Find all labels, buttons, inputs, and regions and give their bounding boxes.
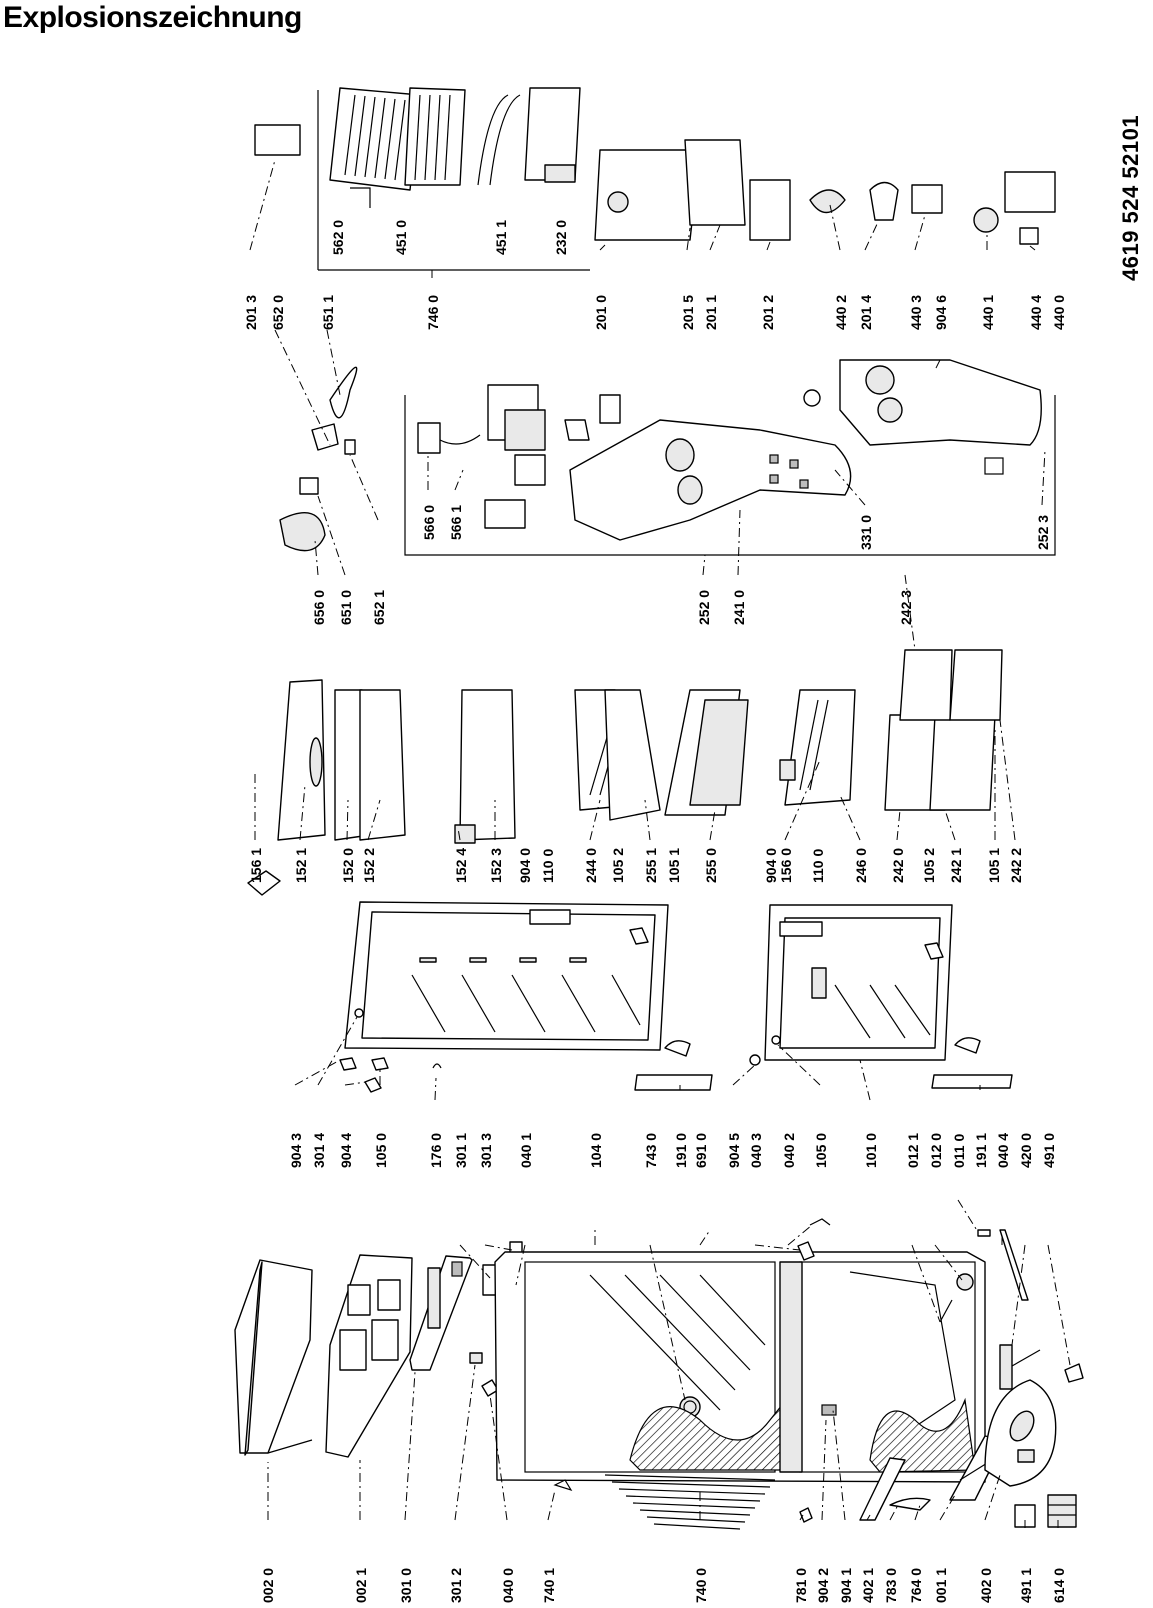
part-label: 191 0 <box>673 1132 689 1168</box>
part-label: 740 1 <box>541 1567 557 1603</box>
part-label: 002 0 <box>260 1567 276 1603</box>
part-label: 420 0 <box>1018 1132 1034 1168</box>
part-label: 301 3 <box>478 1132 494 1168</box>
condenser-740-0 <box>555 1475 775 1529</box>
part-label: 651 0 <box>338 589 354 625</box>
part-label: 246 0 <box>853 847 869 883</box>
top-cover-002-0 <box>235 1260 312 1455</box>
part-label: 040 4 <box>995 1132 1011 1168</box>
part-label: 104 0 <box>588 1132 604 1168</box>
upper-door-104-0 <box>345 902 668 1050</box>
part-label: 904 2 <box>815 1567 831 1603</box>
fan-assembly <box>280 367 357 550</box>
part-label: 201 4 <box>858 294 874 330</box>
part-label: 201 1 <box>703 294 719 330</box>
part-label: 244 0 <box>583 847 599 883</box>
part-label: 156 1 <box>248 847 264 883</box>
part-label: 781 0 <box>793 1567 809 1603</box>
part-label: 152 2 <box>361 847 377 883</box>
part-label: 002 1 <box>353 1567 369 1603</box>
part-label: 012 1 <box>905 1132 921 1168</box>
part-label: 201 3 <box>243 294 259 330</box>
part-label: 152 3 <box>488 847 504 883</box>
part-label: 242 3 <box>898 589 914 625</box>
part-label: 331 0 <box>858 514 874 550</box>
part-label: 904 0 <box>517 847 533 883</box>
main-cabinet <box>495 1252 985 1482</box>
part-label: 201 0 <box>593 294 609 330</box>
part-label: 740 0 <box>693 1567 709 1603</box>
control-housing-group <box>405 360 1055 555</box>
part-label: 491 1 <box>1018 1567 1034 1603</box>
part-label: 301 2 <box>448 1567 464 1603</box>
part-label: 242 0 <box>890 847 906 883</box>
part-label: 743 0 <box>643 1132 659 1168</box>
part-label: 040 0 <box>500 1567 516 1603</box>
part-label: 012 0 <box>928 1132 944 1168</box>
part-label: 176 0 <box>428 1132 444 1168</box>
part-label: 904 5 <box>726 1132 742 1168</box>
part-label: 201 2 <box>760 294 776 330</box>
part-label: 232 0 <box>553 219 569 255</box>
relay-and-starter <box>1015 1495 1076 1527</box>
part-label: 252 3 <box>1035 514 1051 550</box>
document-number: 4619 524 52101 <box>1118 114 1143 281</box>
part-label: 440 0 <box>1051 294 1067 330</box>
part-label: 040 3 <box>748 1132 764 1168</box>
part-label: 440 2 <box>833 294 849 330</box>
part-label: 402 0 <box>978 1567 994 1603</box>
part-label: 904 0 <box>763 847 779 883</box>
part-label: 191 1 <box>973 1132 989 1168</box>
part-label: 152 4 <box>453 847 469 883</box>
part-label: 040 2 <box>781 1132 797 1168</box>
part-label: 904 4 <box>338 1132 354 1168</box>
part-label: 105 1 <box>666 847 682 883</box>
part-label: 255 0 <box>703 847 719 883</box>
page-title: Explosionszeichnung <box>3 1 302 34</box>
part-label: 904 3 <box>288 1132 304 1168</box>
part-label: 252 0 <box>696 589 712 625</box>
control-panel-301-0 <box>410 1256 472 1370</box>
part-label: 301 1 <box>453 1132 469 1168</box>
part-label: 746 0 <box>425 294 441 330</box>
part-illustrations <box>235 88 1083 1529</box>
part-label: 105 2 <box>921 847 937 883</box>
part-label: 101 0 <box>863 1132 879 1168</box>
drawers <box>780 650 1002 810</box>
part-label: 656 0 <box>311 589 327 625</box>
part-label: 301 4 <box>311 1132 327 1168</box>
part-label: 301 0 <box>398 1567 414 1603</box>
part-label: 242 2 <box>1008 847 1024 883</box>
freezer-shelves <box>575 690 748 820</box>
part-label: 783 0 <box>883 1567 899 1603</box>
top-frame-002-1 <box>326 1255 412 1457</box>
part-label: 440 1 <box>980 294 996 330</box>
part-label: 440 4 <box>1028 294 1044 330</box>
evaporator-group <box>318 88 590 270</box>
part-label: 491 0 <box>1041 1132 1057 1168</box>
part-label: 562 0 <box>330 219 346 255</box>
part-label: 011 0 <box>951 1133 967 1168</box>
part-label: 242 1 <box>948 847 964 883</box>
part-label: 105 1 <box>986 847 1002 883</box>
exploded-view-drawing <box>0 40 1153 1608</box>
part-label: 451 0 <box>393 219 409 255</box>
part-label: 040 1 <box>518 1132 534 1168</box>
door-shelves <box>248 680 515 895</box>
part-label: 105 2 <box>610 847 626 883</box>
part-label: 152 0 <box>340 847 356 883</box>
part-label: 001 1 <box>933 1567 949 1603</box>
part-label: 652 1 <box>371 589 387 625</box>
part-label: 110 0 <box>810 848 826 883</box>
part-label: 764 0 <box>908 1567 924 1603</box>
part-label: 904 6 <box>933 294 949 330</box>
part-label: 904 1 <box>838 1567 854 1603</box>
part-label: 110 0 <box>540 848 556 883</box>
compressor-402-0 <box>985 1380 1056 1486</box>
part-label: 691 0 <box>693 1132 709 1168</box>
part-label: 255 1 <box>643 847 659 883</box>
part-label: 105 0 <box>373 1132 389 1168</box>
part-label: 440 3 <box>908 294 924 330</box>
part-label: 152 1 <box>293 847 309 883</box>
part-label: 566 1 <box>448 504 464 540</box>
part-label: 652 0 <box>270 294 286 330</box>
part-label: 105 0 <box>813 1132 829 1168</box>
part-label: 201 5 <box>680 294 696 330</box>
part-label: 614 0 <box>1051 1567 1067 1603</box>
part-label: 156 0 <box>778 847 794 883</box>
part-label: 451 1 <box>493 219 509 255</box>
part-label: 651 1 <box>320 294 336 330</box>
part-label: 566 0 <box>421 504 437 540</box>
part-label: 241 0 <box>731 589 747 625</box>
part-label: 402 1 <box>860 1567 876 1603</box>
